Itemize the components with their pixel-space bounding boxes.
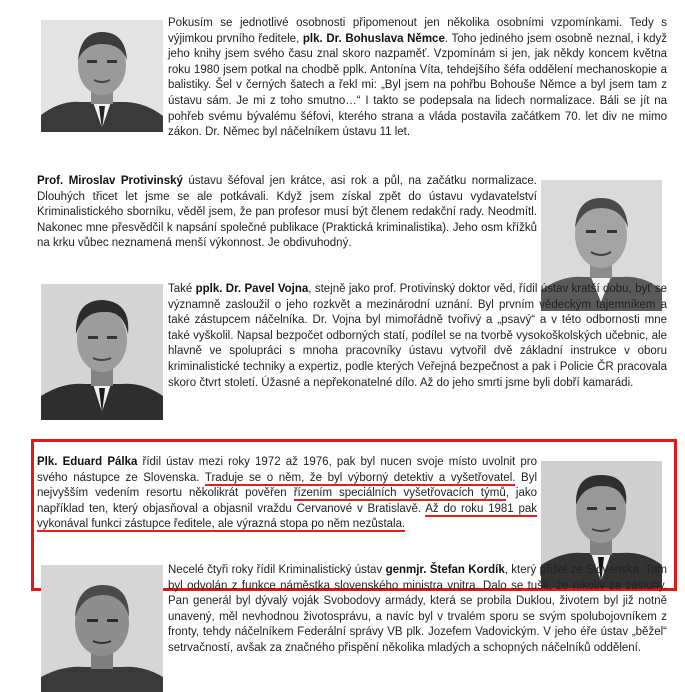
text: Necelé čtyři roky řídil Kriminalistický ústav xyxy=(168,564,386,576)
paragraph-nemec xyxy=(168,16,667,141)
text: , který přišel ze Slovenska. Tam byl odvolán z funkce náměstka slovenského ministra vnitra. Dalo se tušit, že nikoliv za zásluhy. Pan generál byl dývalý voják Svobodovy armády, která se probila Duklou, životem byl již notně unavený, měl nevhodnou životosprávu, a navíc byl v trvalém sporu se svým spolubojovníkem z fronty, tehdy náčelníkem Federální správy VB plk. Jozefem Vadovickým. V jeho éře ústav „běžel“ setrvačností, avšak za značného přispění několika mladých a schopných náčelníků oddělení. xyxy=(168,564,667,654)
name-vojna: pplk. Dr. Pavel Vojna xyxy=(195,283,309,295)
name-protivinsky: Prof. Miroslav Protivinský xyxy=(37,175,183,187)
paragraph-protivinsky xyxy=(37,174,537,252)
name-kordik: genmjr. Štefan Kordík xyxy=(385,564,505,576)
text: , jako například ten, který objasňoval a objasnil vraždu Cervanové v Bratislavě. xyxy=(37,487,537,515)
portrait-nemec-photo xyxy=(41,20,163,132)
text: . Toho jediného jsem osobně neznal, i když jeho knihy jsem svého času znal skoro nazpaměť. Vzpomínám si jen, jak někdy koncem května roku 1980 jsem potkal na chodbě pplk. Antonína Víta, tehdejšího šéfa oddělení mechanoskopie a balistiky. Šel v černých šatech a řekl mi: „Byl jsem na pohřbu Bohouše Němce a byl jsem tam z ústavu sám. Je mi z toho smutno…“ I takto se podepsala na lidech normalizace. Báli se jít na pohřeb svému bývalému šéfovi, kterého strana a vláda postavila začátkem 70. let div ne mimo zákon. Dr. Němec byl náčelníkem ústavu 11 let. xyxy=(168,32,667,139)
text: řídil ústav mezi roky 1972 až 1976, pak byl nucen svoje místo uvolnit pro svého nástupce ze Slovenska. xyxy=(37,456,537,484)
underlined-phrase-teams: řízením speciálních vyšetřovacích týmů xyxy=(293,487,506,500)
paragraph-kordik xyxy=(168,563,667,657)
text: Také xyxy=(168,283,196,295)
text: , stejně jako prof. Protivinský doktor věd, řídil ústav kratší dobu, byť se významně zasloužil o jeho rozkvět a mezinárodní uznání. Byl prvním vědeckým tajemníkem a také zástupcem náčelníka. Dr. Vojna byl mimořádně tvořivý a „psavý“ a v této odbornosti mne také vyškolil. Napsal bezpočet odborných statí, podílel se na tvorbě vysokoškolských učebnic, ale hlavně ve spolupráci s mnoha pracovníky ústavu vytvořil dvě základní instrukce v oboru kriminalistické techniky a expertiz, podle kterých Veřejná bezpečnost a pak i Policie ČR pracovala skoro čtvrt století. Úžasné a nepřekonatelné dílo. Až do jeho smrti jsme byli dobří kamarádi. xyxy=(168,283,667,389)
portrait-kordik-photo xyxy=(41,565,163,692)
paragraph-palka xyxy=(37,455,537,533)
name-palka: Plk. Eduard Pálka xyxy=(37,456,138,468)
text: ústavu šéfoval jen krátce, asi rok a půl, na začátku normalizace. Dlouhých třicet let jsme se ale potkávali. Když jsem získal zpět do ústavu vydavatelství Kriminalistického sborníku, věděl jsem, že pan profesor musí být členem redakční rady. Neodmítl. Nakonec mne přesvědčil k napsání společné publikace (Praktická kriminalistika). Jeho osm křížků na krku vůbec neznamená menší výkonnost. Je obdivuhodný. xyxy=(37,175,537,250)
underlined-phrase-detective: Traduje se o něm, že byl výborný detektiv a vyšetřovatel. xyxy=(204,471,516,484)
text: Pokusím se jednotlivé osobnosti připomenout jen několika osobními vzpomínkami. Tedy s výjimkou prvního ředitele, xyxy=(168,17,667,45)
name-nemec: plk. Dr. Bohuslava Němce xyxy=(302,32,445,45)
underlined-phrase-deputy: Až do roku 1981 pak vykonával funkci zástupce ředitele, ale výrazná stopa po něm nezůstala. xyxy=(37,502,537,531)
paragraph-vojna xyxy=(168,282,667,391)
text: Byl nejvyšším vedením resortu několikrát pověřen xyxy=(37,471,538,500)
portrait-vojna-photo xyxy=(41,284,163,420)
